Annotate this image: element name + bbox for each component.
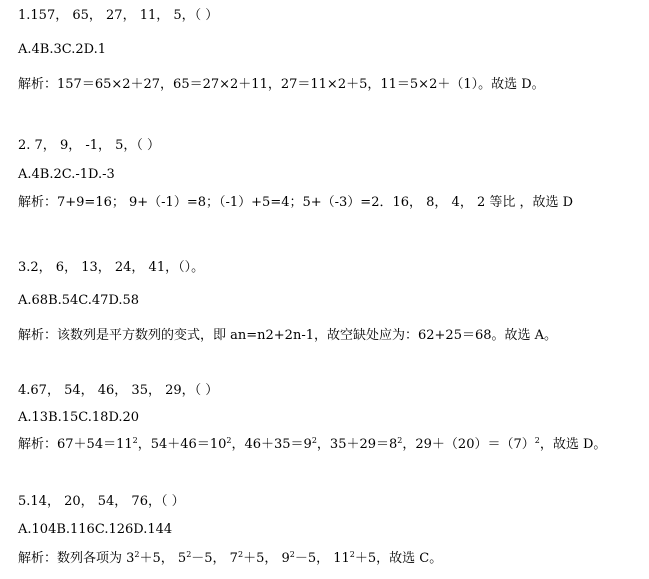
question-4-text: 4.67， 54， 46， 35， 29，（ ） bbox=[18, 383, 219, 398]
exponent: 2 bbox=[186, 550, 192, 559]
question-1-analysis: 解析：157＝65×2＋27，65＝27×2＋11，27＝11×2＋5，11＝5×2＋（1）。故选 D。 bbox=[18, 77, 545, 92]
analysis-text: 解析：67＋54＝11 bbox=[18, 437, 133, 452]
question-1-options: A.4B.3C.2D.1 bbox=[18, 42, 106, 57]
analysis-text: ，46＋35＝9 bbox=[231, 437, 312, 452]
analysis-text: ，故选 D。 bbox=[539, 437, 607, 452]
analysis-text: 解析：数列各项为 3 bbox=[18, 551, 135, 566]
exponent: 2 bbox=[349, 550, 355, 559]
analysis-text: ＋5，故选 C。 bbox=[354, 551, 443, 566]
question-2-options: A.4B.2C.-1D.-3 bbox=[18, 167, 115, 182]
exponent: 2 bbox=[237, 550, 244, 559]
question-3-text: 3.2， 6， 13， 24， 41，（）。 bbox=[18, 260, 205, 275]
analysis-text: ，29＋（20）＝（7） bbox=[402, 437, 535, 452]
question-5-analysis bbox=[18, 551, 442, 567]
question-4-analysis bbox=[18, 437, 606, 453]
question-1-text: 1.157， 65， 27， 11， 5，（ ） bbox=[18, 8, 219, 23]
question-5-text: 5.14， 20， 54， 76，（ ） bbox=[18, 494, 185, 509]
question-4-options: A.13B.15C.18D.20 bbox=[18, 410, 140, 425]
exponent: 2 bbox=[311, 436, 317, 445]
question-3-options: A.68B.54C.47D.58 bbox=[18, 293, 140, 308]
exponent: 2 bbox=[289, 550, 295, 559]
analysis-text: ，54＋46＝10 bbox=[137, 437, 227, 452]
analysis-text: －5， 7 bbox=[191, 551, 238, 566]
analysis-text: ＋5， 5 bbox=[139, 551, 187, 566]
exponent: 2 bbox=[534, 436, 540, 445]
exponent: 2 bbox=[397, 436, 403, 445]
question-3-analysis: 解析：该数列是平方数列的变式，即 an=n2+2n-1，故空缺处应为：62+25＝68。故选 A。 bbox=[18, 328, 558, 343]
exponent: 2 bbox=[132, 436, 138, 445]
question-2-analysis: 解析：7+9=16； 9+（-1）=8；（-1）+5=4；5+（-3）=2．16， 8， 4， 2 等比 ，故选 D bbox=[18, 195, 574, 210]
analysis-text: ＋5， 9 bbox=[243, 551, 290, 566]
exponent: 2 bbox=[226, 436, 232, 445]
question-2-text: 2. 7， 9， -1， 5，（ ） bbox=[18, 138, 161, 153]
exponent: 2 bbox=[134, 550, 140, 559]
analysis-text: －5， 11 bbox=[294, 551, 350, 566]
analysis-text: ，35＋29＝8 bbox=[316, 437, 398, 452]
question-5-options: A.104B.116C.126D.144 bbox=[18, 522, 173, 537]
